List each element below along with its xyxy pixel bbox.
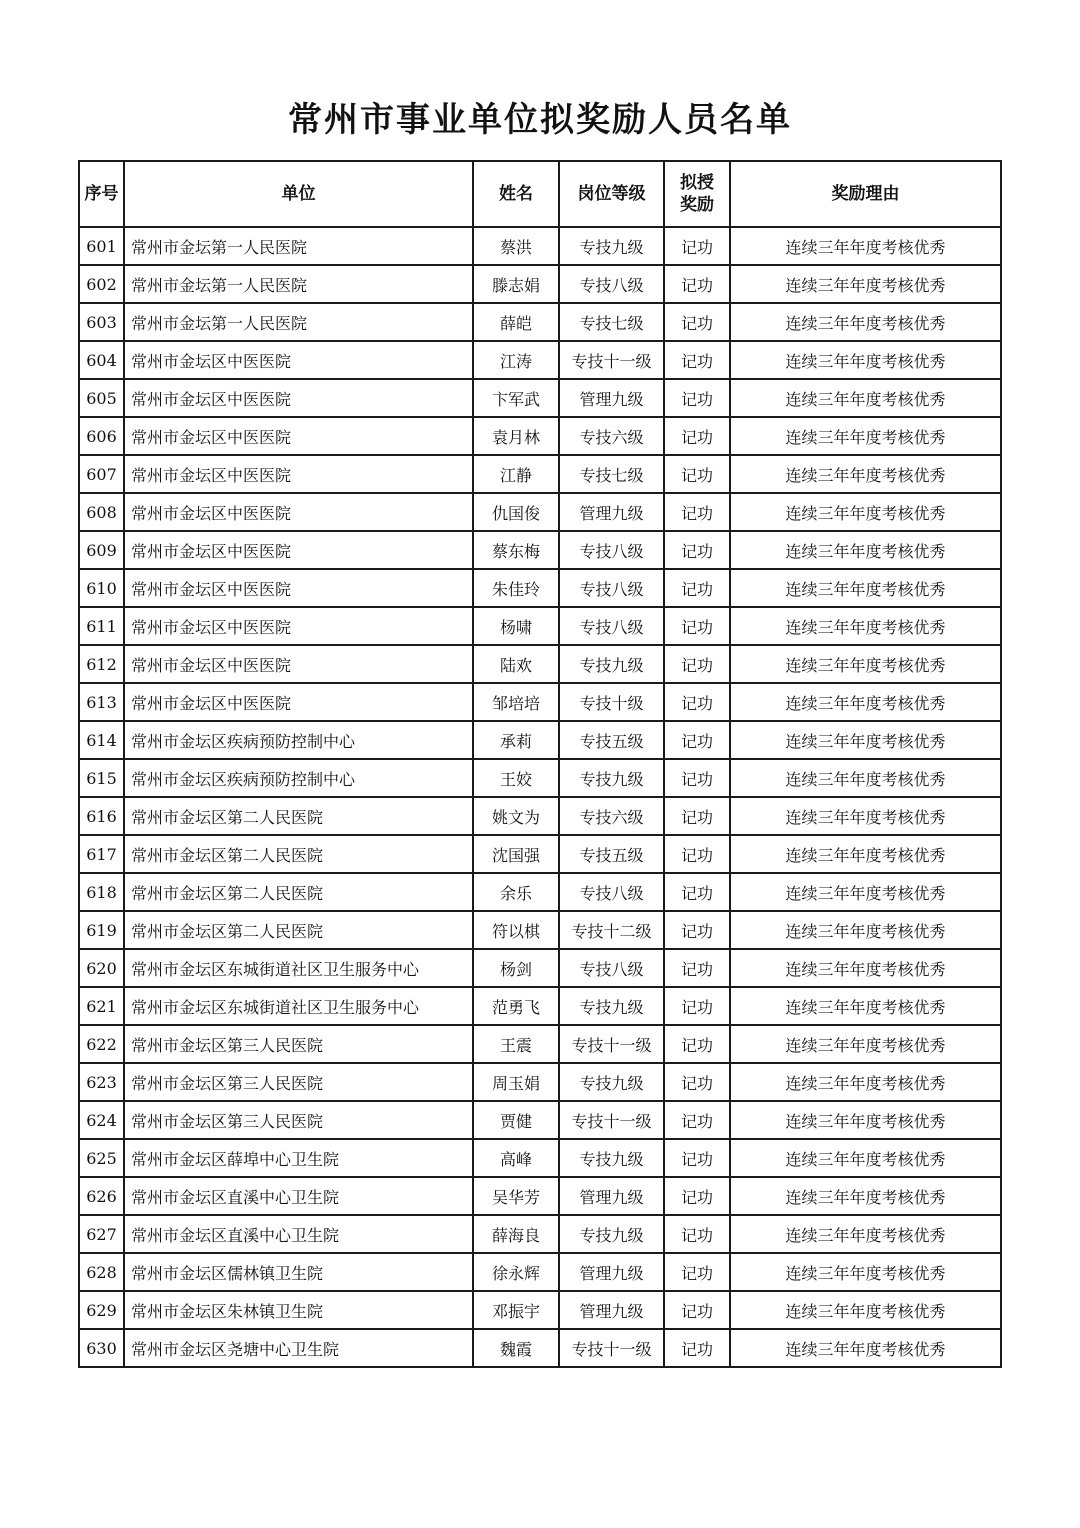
cell-post-grade: 专技九级: [559, 645, 664, 683]
cell-serial-number: 615: [79, 759, 124, 797]
cell-serial-number: 602: [79, 265, 124, 303]
cell-serial-number: 616: [79, 797, 124, 835]
cell-serial-number: 621: [79, 987, 124, 1025]
table-row: [79, 417, 1001, 455]
header-award-reason: 奖励理由: [730, 161, 1001, 227]
cell-serial-number: 626: [79, 1177, 124, 1215]
cell-award: 记功: [664, 227, 730, 265]
cell-award: 记功: [664, 1253, 730, 1291]
cell-name: 邹培培: [473, 683, 559, 721]
table-row: [79, 1177, 1001, 1215]
cell-reason: 连续三年年度考核优秀: [730, 417, 1001, 455]
cell-post-grade: 专技十级: [559, 683, 664, 721]
cell-name: 范勇飞: [473, 987, 559, 1025]
cell-name: 卞军武: [473, 379, 559, 417]
cell-reason: 连续三年年度考核优秀: [730, 1101, 1001, 1139]
cell-unit: 常州市金坛区中医医院: [124, 683, 473, 721]
cell-serial-number: 613: [79, 683, 124, 721]
cell-name: 吴华芳: [473, 1177, 559, 1215]
cell-name: 杨剑: [473, 949, 559, 987]
cell-post-grade: 专技八级: [559, 873, 664, 911]
cell-reason: 连续三年年度考核优秀: [730, 1063, 1001, 1101]
cell-serial-number: 628: [79, 1253, 124, 1291]
cell-post-grade: 专技九级: [559, 1215, 664, 1253]
cell-serial-number: 614: [79, 721, 124, 759]
table-row: [79, 683, 1001, 721]
cell-award: 记功: [664, 1177, 730, 1215]
cell-reason: 连续三年年度考核优秀: [730, 911, 1001, 949]
cell-reason: 连续三年年度考核优秀: [730, 303, 1001, 341]
cell-reason: 连续三年年度考核优秀: [730, 379, 1001, 417]
cell-unit: 常州市金坛区第二人民医院: [124, 911, 473, 949]
cell-post-grade: 专技六级: [559, 417, 664, 455]
cell-reason: 连续三年年度考核优秀: [730, 949, 1001, 987]
cell-unit: 常州市金坛区中医医院: [124, 569, 473, 607]
cell-serial-number: 605: [79, 379, 124, 417]
cell-serial-number: 629: [79, 1291, 124, 1329]
cell-name: 仇国俊: [473, 493, 559, 531]
cell-unit: 常州市金坛区直溪中心卫生院: [124, 1177, 473, 1215]
cell-reason: 连续三年年度考核优秀: [730, 265, 1001, 303]
table-row: [79, 303, 1001, 341]
cell-post-grade: 专技八级: [559, 531, 664, 569]
cell-serial-number: 625: [79, 1139, 124, 1177]
table-row: [79, 493, 1001, 531]
cell-award: 记功: [664, 835, 730, 873]
cell-name: 陆欢: [473, 645, 559, 683]
cell-serial-number: 609: [79, 531, 124, 569]
cell-serial-number: 601: [79, 227, 124, 265]
cell-name: 薛海良: [473, 1215, 559, 1253]
cell-award: 记功: [664, 417, 730, 455]
cell-reason: 连续三年年度考核优秀: [730, 493, 1001, 531]
cell-reason: 连续三年年度考核优秀: [730, 987, 1001, 1025]
table-row: [79, 1063, 1001, 1101]
cell-reason: 连续三年年度考核优秀: [730, 1025, 1001, 1063]
cell-unit: 常州市金坛区第二人民医院: [124, 835, 473, 873]
cell-award: 记功: [664, 797, 730, 835]
cell-reason: 连续三年年度考核优秀: [730, 1329, 1001, 1367]
cell-name: 江涛: [473, 341, 559, 379]
cell-award: 记功: [664, 341, 730, 379]
cell-name: 邓振宇: [473, 1291, 559, 1329]
cell-unit: 常州市金坛第一人民医院: [124, 227, 473, 265]
cell-award: 记功: [664, 949, 730, 987]
cell-unit: 常州市金坛区儒林镇卫生院: [124, 1253, 473, 1291]
cell-reason: 连续三年年度考核优秀: [730, 531, 1001, 569]
cell-unit: 常州市金坛区薛埠中心卫生院: [124, 1139, 473, 1177]
cell-name: 高峰: [473, 1139, 559, 1177]
cell-unit: 常州市金坛区第三人民医院: [124, 1063, 473, 1101]
cell-post-grade: 专技十一级: [559, 1101, 664, 1139]
cell-award: 记功: [664, 911, 730, 949]
cell-post-grade: 专技九级: [559, 987, 664, 1025]
table-row: [79, 531, 1001, 569]
table-row: [79, 227, 1001, 265]
cell-unit: 常州市金坛区中医医院: [124, 607, 473, 645]
cell-serial-number: 604: [79, 341, 124, 379]
cell-unit: 常州市金坛区疾病预防控制中心: [124, 721, 473, 759]
cell-name: 魏霞: [473, 1329, 559, 1367]
table-row: [79, 949, 1001, 987]
cell-unit: 常州市金坛区东城街道社区卫生服务中心: [124, 987, 473, 1025]
table-row: [79, 607, 1001, 645]
header-row: [79, 161, 1001, 227]
cell-award: 记功: [664, 1063, 730, 1101]
cell-unit: 常州市金坛区中医医院: [124, 341, 473, 379]
cell-reason: 连续三年年度考核优秀: [730, 835, 1001, 873]
cell-reason: 连续三年年度考核优秀: [730, 759, 1001, 797]
cell-post-grade: 专技十二级: [559, 911, 664, 949]
table-row: [79, 987, 1001, 1025]
cell-award: 记功: [664, 987, 730, 1025]
cell-serial-number: 622: [79, 1025, 124, 1063]
table-row: [79, 265, 1001, 303]
cell-award: 记功: [664, 1215, 730, 1253]
table-row: [79, 645, 1001, 683]
cell-reason: 连续三年年度考核优秀: [730, 1291, 1001, 1329]
cell-name: 杨啸: [473, 607, 559, 645]
cell-serial-number: 627: [79, 1215, 124, 1253]
cell-post-grade: 专技七级: [559, 455, 664, 493]
cell-name: 王姣: [473, 759, 559, 797]
table-row: [79, 379, 1001, 417]
table-row: [79, 873, 1001, 911]
cell-award: 记功: [664, 1101, 730, 1139]
cell-award: 记功: [664, 721, 730, 759]
table-row: [79, 569, 1001, 607]
table-row: [79, 835, 1001, 873]
cell-serial-number: 617: [79, 835, 124, 873]
cell-award: 记功: [664, 265, 730, 303]
cell-unit: 常州市金坛区疾病预防控制中心: [124, 759, 473, 797]
table-row: [79, 341, 1001, 379]
cell-name: 滕志娟: [473, 265, 559, 303]
cell-reason: 连续三年年度考核优秀: [730, 227, 1001, 265]
cell-award: 记功: [664, 607, 730, 645]
cell-unit: 常州市金坛区中医医院: [124, 417, 473, 455]
table-row: [79, 1253, 1001, 1291]
cell-unit: 常州市金坛区中医医院: [124, 379, 473, 417]
cell-name: 朱佳玲: [473, 569, 559, 607]
cell-post-grade: 管理九级: [559, 1177, 664, 1215]
cell-award: 记功: [664, 531, 730, 569]
cell-post-grade: 专技八级: [559, 265, 664, 303]
cell-reason: 连续三年年度考核优秀: [730, 1215, 1001, 1253]
table-body: [79, 227, 1001, 1367]
cell-post-grade: 管理九级: [559, 1291, 664, 1329]
cell-reason: 连续三年年度考核优秀: [730, 1139, 1001, 1177]
cell-post-grade: 管理九级: [559, 493, 664, 531]
cell-reason: 连续三年年度考核优秀: [730, 721, 1001, 759]
cell-serial-number: 612: [79, 645, 124, 683]
cell-reason: 连续三年年度考核优秀: [730, 797, 1001, 835]
cell-post-grade: 专技九级: [559, 1063, 664, 1101]
table-row: [79, 911, 1001, 949]
cell-name: 王震: [473, 1025, 559, 1063]
cell-award: 记功: [664, 303, 730, 341]
cell-serial-number: 623: [79, 1063, 124, 1101]
cell-serial-number: 610: [79, 569, 124, 607]
cell-name: 薛皑: [473, 303, 559, 341]
cell-name: 余乐: [473, 873, 559, 911]
cell-name: 袁月林: [473, 417, 559, 455]
cell-serial-number: 619: [79, 911, 124, 949]
table-row: [79, 1215, 1001, 1253]
cell-post-grade: 专技九级: [559, 759, 664, 797]
cell-unit: 常州市金坛区第三人民医院: [124, 1025, 473, 1063]
cell-post-grade: 专技九级: [559, 227, 664, 265]
header-post-grade: 岗位等级: [559, 161, 664, 227]
cell-serial-number: 607: [79, 455, 124, 493]
header-serial-number: 序号: [79, 161, 124, 227]
cell-reason: 连续三年年度考核优秀: [730, 683, 1001, 721]
cell-award: 记功: [664, 1291, 730, 1329]
cell-post-grade: 专技八级: [559, 949, 664, 987]
cell-award: 记功: [664, 759, 730, 797]
cell-reason: 连续三年年度考核优秀: [730, 1177, 1001, 1215]
document-title: 常州市事业单位拟奖励人员名单: [288, 100, 792, 140]
cell-post-grade: 管理九级: [559, 379, 664, 417]
cell-reason: 连续三年年度考核优秀: [730, 873, 1001, 911]
cell-award: 记功: [664, 455, 730, 493]
cell-award: 记功: [664, 379, 730, 417]
cell-serial-number: 624: [79, 1101, 124, 1139]
cell-reason: 连续三年年度考核优秀: [730, 455, 1001, 493]
cell-award: 记功: [664, 1025, 730, 1063]
cell-serial-number: 606: [79, 417, 124, 455]
cell-unit: 常州市金坛区中医医院: [124, 645, 473, 683]
cell-post-grade: 专技九级: [559, 1139, 664, 1177]
cell-name: 贾健: [473, 1101, 559, 1139]
cell-reason: 连续三年年度考核优秀: [730, 569, 1001, 607]
award-roster-table: [78, 160, 1002, 1368]
header-unit: 单位: [124, 161, 473, 227]
cell-name: 蔡东梅: [473, 531, 559, 569]
cell-name: 周玉娟: [473, 1063, 559, 1101]
cell-unit: 常州市金坛区中医医院: [124, 531, 473, 569]
cell-reason: 连续三年年度考核优秀: [730, 645, 1001, 683]
cell-serial-number: 611: [79, 607, 124, 645]
cell-award: 记功: [664, 1329, 730, 1367]
cell-unit: 常州市金坛区中医医院: [124, 493, 473, 531]
cell-unit: 常州市金坛区直溪中心卫生院: [124, 1215, 473, 1253]
table-row: [79, 759, 1001, 797]
cell-name: 姚文为: [473, 797, 559, 835]
table-row: [79, 1101, 1001, 1139]
cell-post-grade: 专技五级: [559, 835, 664, 873]
cell-unit: 常州市金坛第一人民医院: [124, 303, 473, 341]
cell-name: 沈国强: [473, 835, 559, 873]
header-proposed-award-label: 拟授奖励: [679, 173, 714, 215]
cell-reason: 连续三年年度考核优秀: [730, 1253, 1001, 1291]
cell-name: 徐永辉: [473, 1253, 559, 1291]
cell-award: 记功: [664, 569, 730, 607]
table-row: [79, 721, 1001, 759]
table-header: [79, 161, 1001, 227]
cell-serial-number: 630: [79, 1329, 124, 1367]
cell-award: 记功: [664, 645, 730, 683]
header-proposed-award: [664, 161, 730, 227]
cell-unit: 常州市金坛区第二人民医院: [124, 797, 473, 835]
table-row: [79, 1291, 1001, 1329]
cell-post-grade: 专技八级: [559, 569, 664, 607]
cell-unit: 常州市金坛区朱林镇卫生院: [124, 1291, 473, 1329]
cell-unit: 常州市金坛第一人民医院: [124, 265, 473, 303]
cell-award: 记功: [664, 873, 730, 911]
cell-unit: 常州市金坛区东城街道社区卫生服务中心: [124, 949, 473, 987]
cell-name: 蔡洪: [473, 227, 559, 265]
cell-reason: 连续三年年度考核优秀: [730, 341, 1001, 379]
cell-post-grade: 专技十一级: [559, 1329, 664, 1367]
cell-post-grade: 专技十一级: [559, 341, 664, 379]
cell-unit: 常州市金坛区中医医院: [124, 455, 473, 493]
cell-unit: 常州市金坛区尧塘中心卫生院: [124, 1329, 473, 1367]
cell-name: 承莉: [473, 721, 559, 759]
cell-award: 记功: [664, 683, 730, 721]
table-row: [79, 455, 1001, 493]
table-row: [79, 1329, 1001, 1367]
cell-unit: 常州市金坛区第三人民医院: [124, 1101, 473, 1139]
cell-serial-number: 608: [79, 493, 124, 531]
cell-name: 江静: [473, 455, 559, 493]
cell-post-grade: 管理九级: [559, 1253, 664, 1291]
cell-post-grade: 专技八级: [559, 607, 664, 645]
cell-serial-number: 603: [79, 303, 124, 341]
cell-reason: 连续三年年度考核优秀: [730, 607, 1001, 645]
cell-post-grade: 专技十一级: [559, 1025, 664, 1063]
cell-post-grade: 专技七级: [559, 303, 664, 341]
table-row: [79, 1139, 1001, 1177]
cell-post-grade: 专技五级: [559, 721, 664, 759]
table-row: [79, 1025, 1001, 1063]
cell-serial-number: 618: [79, 873, 124, 911]
cell-unit: 常州市金坛区第二人民医院: [124, 873, 473, 911]
cell-award: 记功: [664, 1139, 730, 1177]
cell-post-grade: 专技六级: [559, 797, 664, 835]
header-name: 姓名: [473, 161, 559, 227]
cell-name: 符以棋: [473, 911, 559, 949]
table-row: [79, 797, 1001, 835]
cell-award: 记功: [664, 493, 730, 531]
cell-serial-number: 620: [79, 949, 124, 987]
